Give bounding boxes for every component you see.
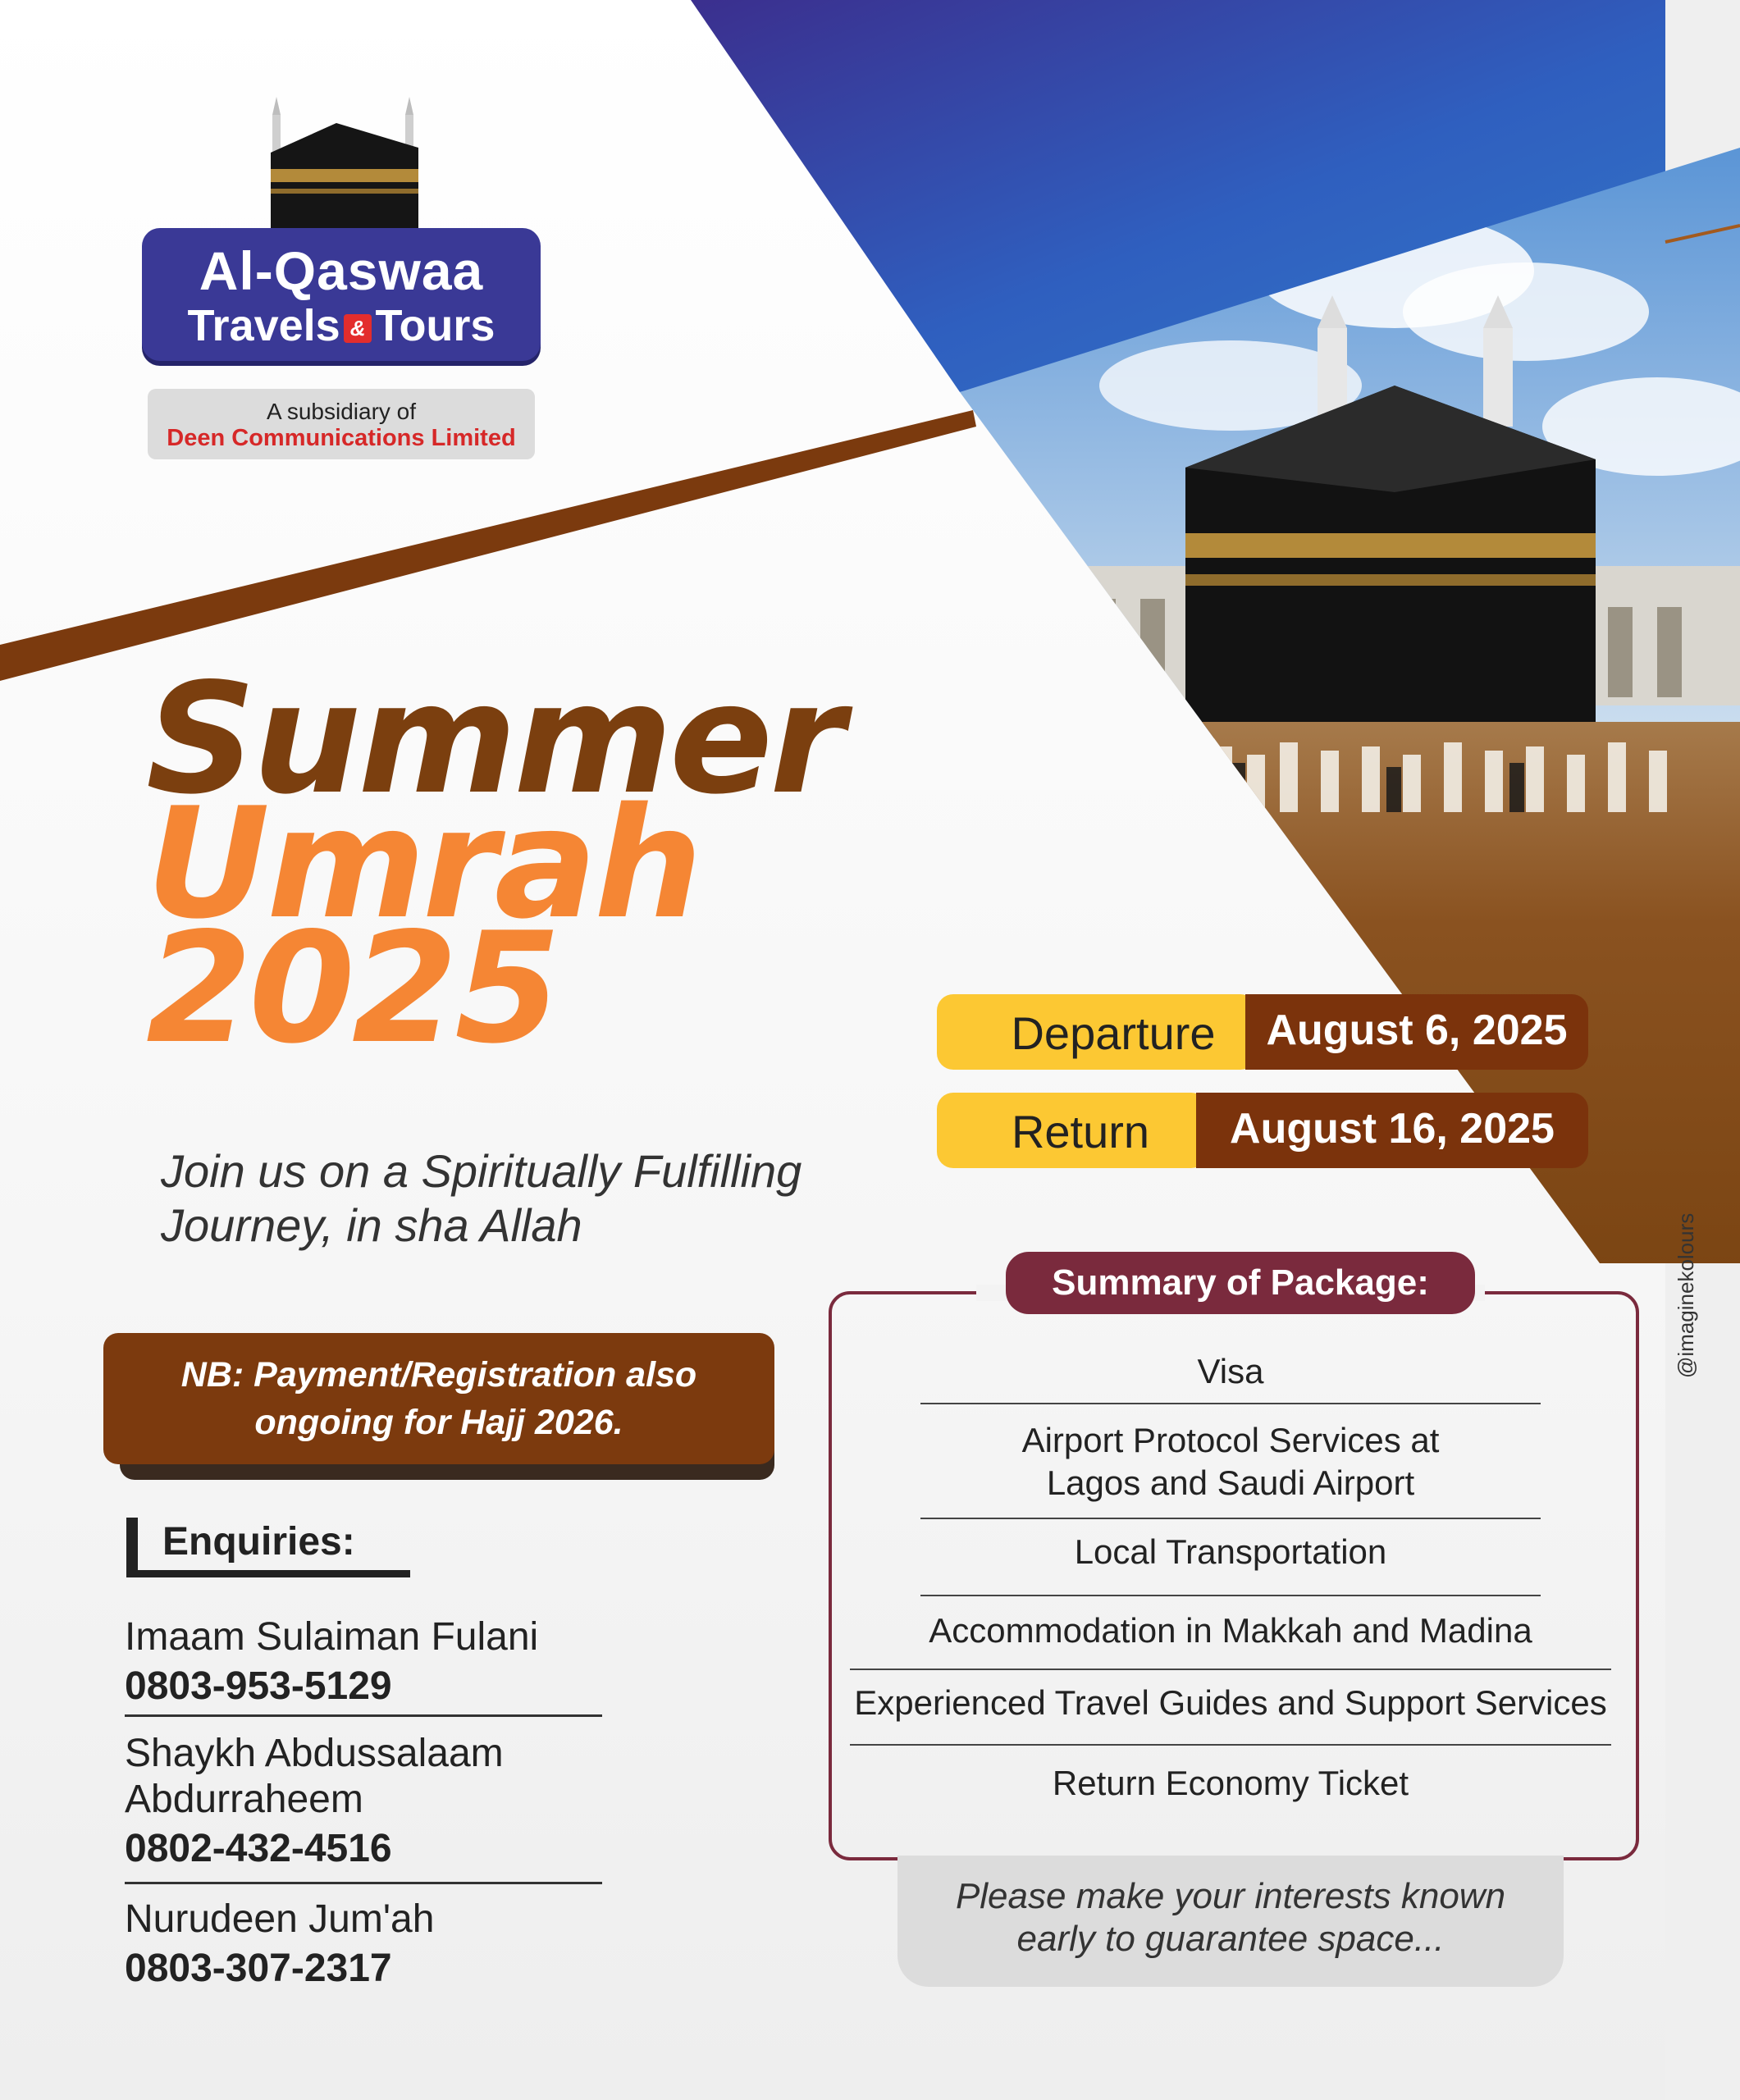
tagline-line2: Journey, in sha Allah (161, 1199, 582, 1251)
contact-divider (125, 1714, 602, 1717)
contact-divider (125, 1882, 602, 1884)
enquiries-title: Enquiries: (162, 1520, 355, 1564)
tagline-line1: Join us on a Spiritually Fulfilling (161, 1145, 802, 1197)
designer-credit: @imaginekolours (1674, 1212, 1698, 1378)
contact-name: Nurudeen Jum'ah (125, 1897, 435, 1941)
brand-name: Al-Qaswaa (199, 240, 484, 301)
contact-name-line1: Shaykh Abdussalaam (125, 1732, 504, 1775)
nb-line1: NB: Payment/Registration also (180, 1355, 697, 1395)
return-date: August 16, 2025 (1196, 1093, 1588, 1168)
contact-name-line2: Abdurraheem (125, 1778, 363, 1821)
contact-phone[interactable]: 0803-307-2317 (125, 1947, 392, 1990)
enquiries-bar (126, 1518, 138, 1575)
enquiries-underline (126, 1570, 410, 1577)
brand-tours: Tours (375, 301, 496, 350)
subsidiary-line2: Deen Communications Limited (167, 425, 516, 451)
contact-phone[interactable]: 0802-432-4516 (125, 1827, 392, 1870)
summary-divider (920, 1595, 1541, 1596)
kaaba-logo-icon (263, 90, 427, 238)
interest-note (897, 1856, 1564, 1987)
departure-label-pill (937, 994, 1257, 1070)
summary-item-protocol-line1: Airport Protocol Services at (1021, 1421, 1440, 1459)
departure-date: August 6, 2025 (1245, 994, 1588, 1070)
departure-label: Departure (1011, 1007, 1216, 1059)
subsidiary-badge (148, 389, 535, 459)
headline-summer: Summer (146, 650, 842, 828)
summary-divider (850, 1669, 1611, 1670)
nb-line2: ongoing for Hajj 2026. (254, 1403, 623, 1442)
brand-amp: & (344, 314, 372, 343)
headline-year: 2025 (146, 899, 558, 1077)
summary-item-ticket: Return Economy Ticket (1052, 1764, 1409, 1802)
summary-divider (920, 1518, 1541, 1519)
note-line1: Please make your interests known (955, 1876, 1506, 1916)
contact-phone[interactable]: 0803-953-5129 (125, 1664, 392, 1708)
summary-divider (920, 1403, 1541, 1404)
summary-title: Summary of Package: (1006, 1252, 1475, 1314)
summary-item-accommodation: Accommodation in Makkah and Madina (929, 1611, 1532, 1650)
brand-logo (142, 228, 541, 361)
summary-item-visa: Visa (1197, 1352, 1264, 1390)
summary-divider (850, 1744, 1611, 1746)
contact-name: Imaam Sulaiman Fulani (125, 1615, 539, 1659)
nb-notice (103, 1333, 774, 1464)
summary-item-protocol-line2: Lagos and Saudi Airport (1046, 1463, 1415, 1502)
tagline (161, 1144, 899, 1253)
summary-item-transport: Local Transportation (1074, 1532, 1387, 1571)
brand-travels: Travels (187, 301, 340, 350)
summary-item-guides: Experienced Travel Guides and Support Services (854, 1683, 1607, 1722)
subsidiary-line1: A subsidiary of (266, 399, 417, 424)
note-line2: early to guarantee space... (1016, 1919, 1445, 1959)
brand-travels-tours (142, 300, 541, 351)
return-label-pill (937, 1093, 1208, 1168)
return-label: Return (1011, 1106, 1150, 1157)
headline-umrah: Umrah (146, 774, 700, 952)
